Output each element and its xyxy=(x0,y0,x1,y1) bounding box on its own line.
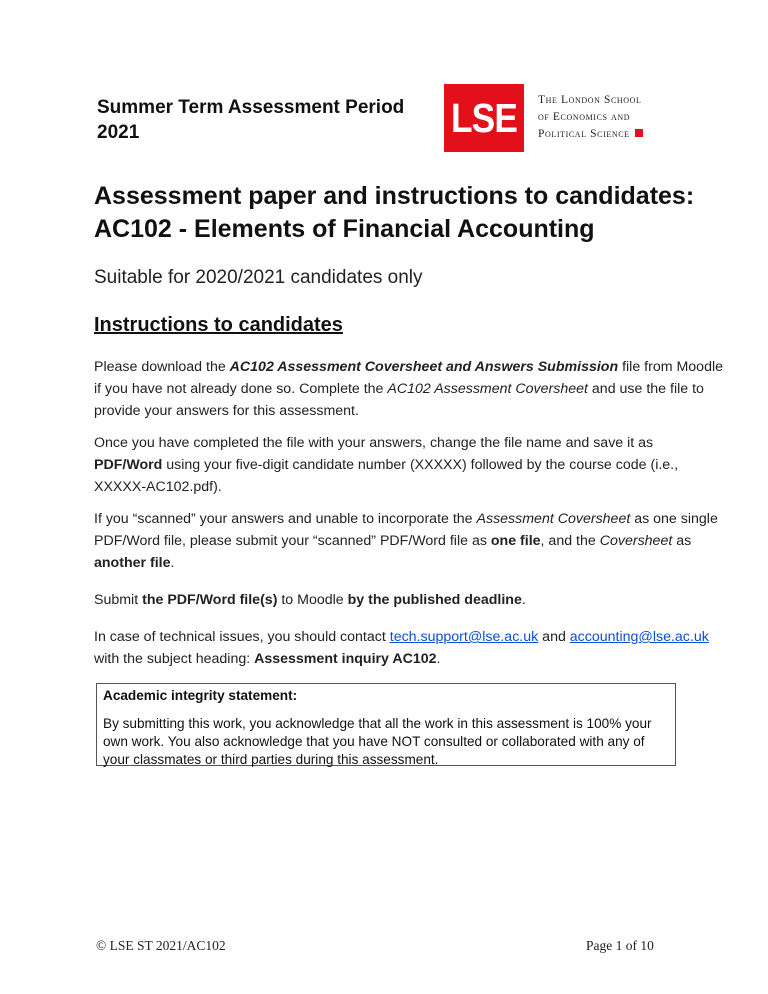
title-line-1: Assessment paper and instructions to candidates: xyxy=(94,182,695,210)
integrity-statement-body: By submitting this work, you acknowledge that all the work in this assessment is 100% your own work. You also acknowledge that you have NOT consulted or collaborated with any of your classmates or third parties during this assessment. xyxy=(103,716,652,767)
footer-copyright: © LSE ST 2021/AC102 xyxy=(96,938,226,953)
title-line-2: AC102 - Elements of Financial Accounting xyxy=(94,215,595,243)
logo-line-3: Political Science xyxy=(538,128,630,140)
tech-support-email-link[interactable]: tech.support@lse.ac.uk xyxy=(389,629,539,645)
assessment-period xyxy=(97,95,437,145)
footer-page-number: Page 1 of 10 xyxy=(586,938,654,953)
integrity-statement-box xyxy=(96,683,676,766)
instruction-paragraph-contact: In case of technical issues, you should contact tech.support@lse.ac.uk and accounting@lse.ac.uk with the subject heading: Assessment inquiry AC102. xyxy=(94,629,709,667)
term-line-1: Summer Term Assessment Period xyxy=(97,97,405,118)
accounting-email-link[interactable]: accounting@lse.ac.uk xyxy=(569,629,709,645)
lse-logo-wordmark xyxy=(538,92,668,143)
instruction-paragraph-submit: Submit the PDF/Word file(s) to Moodle by the published deadline. xyxy=(94,592,526,608)
page-title xyxy=(94,180,714,246)
term-line-2: 2021 xyxy=(97,122,140,143)
instructions-heading: Instructions to candidates xyxy=(94,314,343,336)
logo-line-2: of Economics and xyxy=(538,111,631,123)
logo-line-1: The London School xyxy=(538,94,642,106)
instruction-paragraph-save: Once you have completed the file with your answers, change the file name and save it as PDF/Word using your five-digit candidate number (XXXXX) followed by the course code (i.e., XXXXX-AC102.pdf). xyxy=(94,435,679,495)
lse-logo-mark: LSE xyxy=(444,84,524,152)
integrity-statement-title: Academic integrity statement: xyxy=(103,688,298,703)
logo-square-icon xyxy=(635,129,643,137)
instruction-paragraph-download: Please download the AC102 Assessment Coversheet and Answers Submission file from Moodle if you have not already done so. Complete the AC102 Assessment Coversheet and use the file to provide your answers for this assessment. xyxy=(94,359,724,419)
suitability-note: Suitable for 2020/2021 candidates only xyxy=(94,267,423,288)
instruction-paragraph-scanned: If you “scanned” your answers and unable to incorporate the Assessment Coversheet as one single PDF/Word file, please submit your “scanned” PDF/Word file as one file, and the Coversheet as another file. xyxy=(94,511,718,571)
lse-logo xyxy=(444,84,666,152)
